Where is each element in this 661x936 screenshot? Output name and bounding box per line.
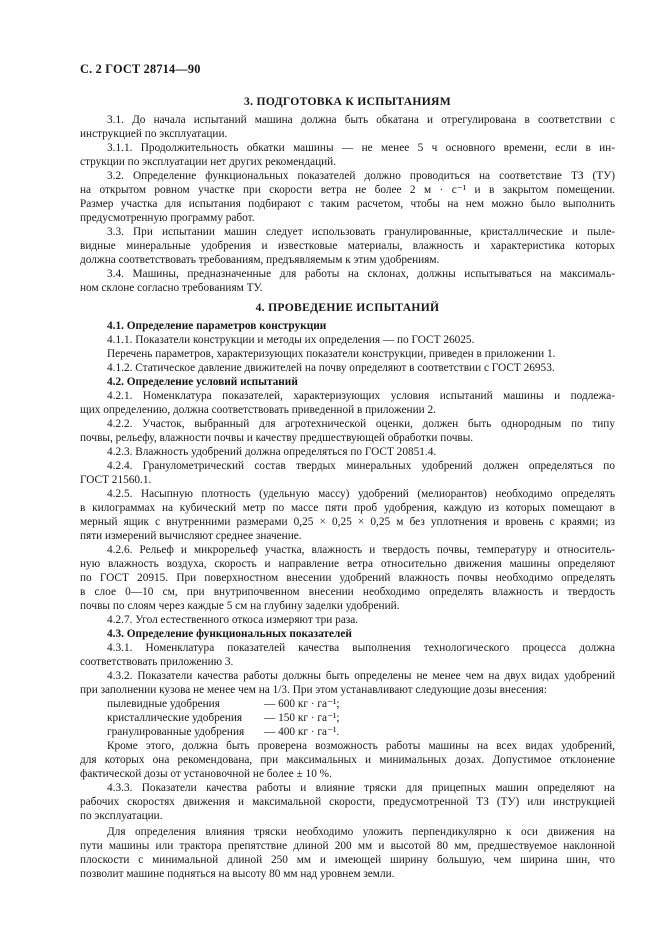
text-line: по ГОСТ 20915. При поверхностном внесении удобрений влажность почвы необходимо определять	[80, 572, 615, 584]
text-line: по эксплуатации.	[80, 810, 163, 822]
text-line: мерный ящик с внутренними размерами 0,25 × 0,25 × 0,25 м без уплотнения и вровень с краями; из	[80, 516, 615, 528]
subsection-title: 4.2. Определение условий испытаний	[107, 376, 298, 388]
text-line: почвы по слоям через каждые 5 см на глубину заделки удобрений.	[80, 600, 400, 612]
page-header: С. 2 ГОСТ 28714—90	[80, 62, 201, 76]
text-line: фактической дозы от установочной не более ± 10 %.	[80, 768, 332, 780]
text-line: предусмотренную программу работ.	[80, 212, 255, 224]
text-line: струкции по эксплуатации нет других рекомендаций.	[80, 156, 337, 168]
text-line: для которых она рекомендована, при максимальных и минимальных дозах. Допустимое отклонение	[80, 754, 615, 766]
text-line: 4.1.2. Статическое давление движителей на почву определяют в соответствии с ГОСТ 26953.	[107, 362, 555, 374]
text-line: Перечень параметров, характеризующих показатели конструкции, приведен в приложении 1.	[107, 348, 556, 360]
text-line: Кроме этого, должна быть проверена возможность работы машины на всех видах удобрений,	[107, 740, 615, 752]
dose-value: — 150 кг · га⁻¹;	[264, 712, 340, 724]
text-line: при заполнении кузова не менее чем на 1/3. При этом устанавливают следующие дозы внесения:	[80, 684, 547, 696]
text-line: ную влажность воздуха, скорость и направление ветра относительно движения машины определяют	[80, 558, 615, 570]
subsection-title: 4.3. Определение функциональных показателей	[107, 628, 352, 640]
dose-value: — 600 кг · га⁻¹;	[264, 698, 340, 710]
text-line: инструкцией по эксплуатации.	[80, 128, 228, 140]
text-line: 4.2.7. Угол естественного откоса измеряют три раза.	[107, 614, 359, 626]
text-line: почвы, рельефу, влажности почвы и качеству предшествующей обработки почвы.	[80, 432, 474, 444]
text-line: в килограммах на кубический метр по массе пяти проб удобрения, каждую из которых помещают в	[80, 502, 615, 514]
dose-type: пылевидные удобрения	[107, 698, 220, 710]
text-line: позволит машине подняться на высоту 80 мм над уровнем земли.	[80, 868, 395, 880]
text-line: рабочих скоростях движения и максимальной скорости, предусмотренной ТЗ (ТУ) или инструкцией	[80, 796, 615, 808]
subsection-title: 4.1. Определение параметров конструкции	[107, 320, 327, 332]
text-line: ГОСТ 21560.1.	[80, 474, 152, 486]
text-line: Для определения влияния тряски необходимо уложить перпендикулярно к оси движения на	[107, 826, 615, 838]
text-line: видные минеральные удобрения и известковые материалы, влажность и характеристика которых	[80, 240, 615, 252]
text-line: 4.3.2. Показатели качества работы должны быть определены не менее чем на двух видах удобрений	[107, 670, 615, 682]
text-line: ном склоне согласно требованиям ТУ.	[80, 282, 263, 294]
text-line: 4.2.1. Номенклатура показателей, характеризующих условия испытаний машины и подлежа-	[107, 390, 615, 402]
section-title: 3. ПОДГОТОВКА К ИСПЫТАНИЯМ	[244, 95, 451, 108]
text-line: Размер участка для испытания подбирают с таким расчетом, чтобы на нем можно было выполнить	[80, 198, 615, 210]
text-line: 4.3.3. Показатели качества работы и влияние тряски для прицепных машин определяют на	[107, 782, 615, 794]
text-line: 3.2. Определение функциональных показателей должно проводиться на соответствие ТЗ (ТУ)	[107, 170, 615, 182]
text-line: должна соответствовать требованиям, предъявляемым к этим удобрениям.	[80, 254, 440, 266]
text-line: 4.3.1. Номенклатура показателей качества выполнения технологического процесса должна	[107, 642, 615, 654]
text-line: 4.1.1. Показатели конструкции и методы их определения — по ГОСТ 26025.	[107, 334, 475, 346]
text-line: на открытом ровном участке при скорости ветра не более 2 м · с⁻¹ и в закрытом помещении.	[80, 184, 615, 196]
dose-type: кристаллические удобрения	[107, 712, 243, 724]
text-line: соответствовать приложению 3.	[80, 656, 234, 668]
text-line: 3.3. При испытании машин следует использовать гранулированные, кристаллические и пыле-	[107, 226, 615, 238]
text-line: в слое 0—10 см, при внутрипочвенном внесении необходимо определять влажность и твердость	[80, 586, 615, 598]
text-line: 4.2.2. Участок, выбранный для агротехнической оценки, должен быть однородным по типу	[107, 418, 615, 430]
dose-value: — 400 кг · га⁻¹.	[264, 726, 340, 738]
text-line: плоскости с минимальной длиной 250 мм и имеющей ширину большую, чем ширина шин, что	[80, 854, 615, 866]
text-line: 4.2.3. Влажность удобрений должна определяться по ГОСТ 20851.4.	[107, 446, 437, 458]
text-line: 4.2.4. Гранулометрический состав твердых минеральных удобрений должен определяться по	[107, 460, 615, 472]
text-line: 3.4. Машины, предназначенные для работы на склонах, должны испытываться на максималь-	[107, 268, 615, 280]
text-line: 3.1.1. Продолжительность обкатки машины — не менее 5 ч основного времени, если в ин-	[107, 142, 615, 154]
text-line: 3.1. До начала испытаний машина должна быть обкатана и отрегулирована в соответствии с	[107, 114, 615, 126]
text-line: 4.2.5. Насыпную плотность (удельную массу) удобрений (мелиорантов) необходимо определять	[107, 488, 615, 500]
dose-type: гранулированные удобрения	[107, 726, 245, 738]
text-line: щих определению, должна соответствовать приведенной в приложении 2.	[80, 404, 436, 416]
text-line: 4.2.6. Рельеф и микрорельеф участка, влажность и твердость почвы, температуру и относитель-	[107, 544, 615, 556]
section-title: 4. ПРОВЕДЕНИЕ ИСПЫТАНИЙ	[255, 301, 440, 314]
text-line: пути машины или трактора препятствие длиной 200 мм и высотой 80 мм, предшествуемое наклонной	[80, 840, 615, 852]
text-line: пяти измерений вычисляют среднее значение.	[80, 530, 302, 542]
